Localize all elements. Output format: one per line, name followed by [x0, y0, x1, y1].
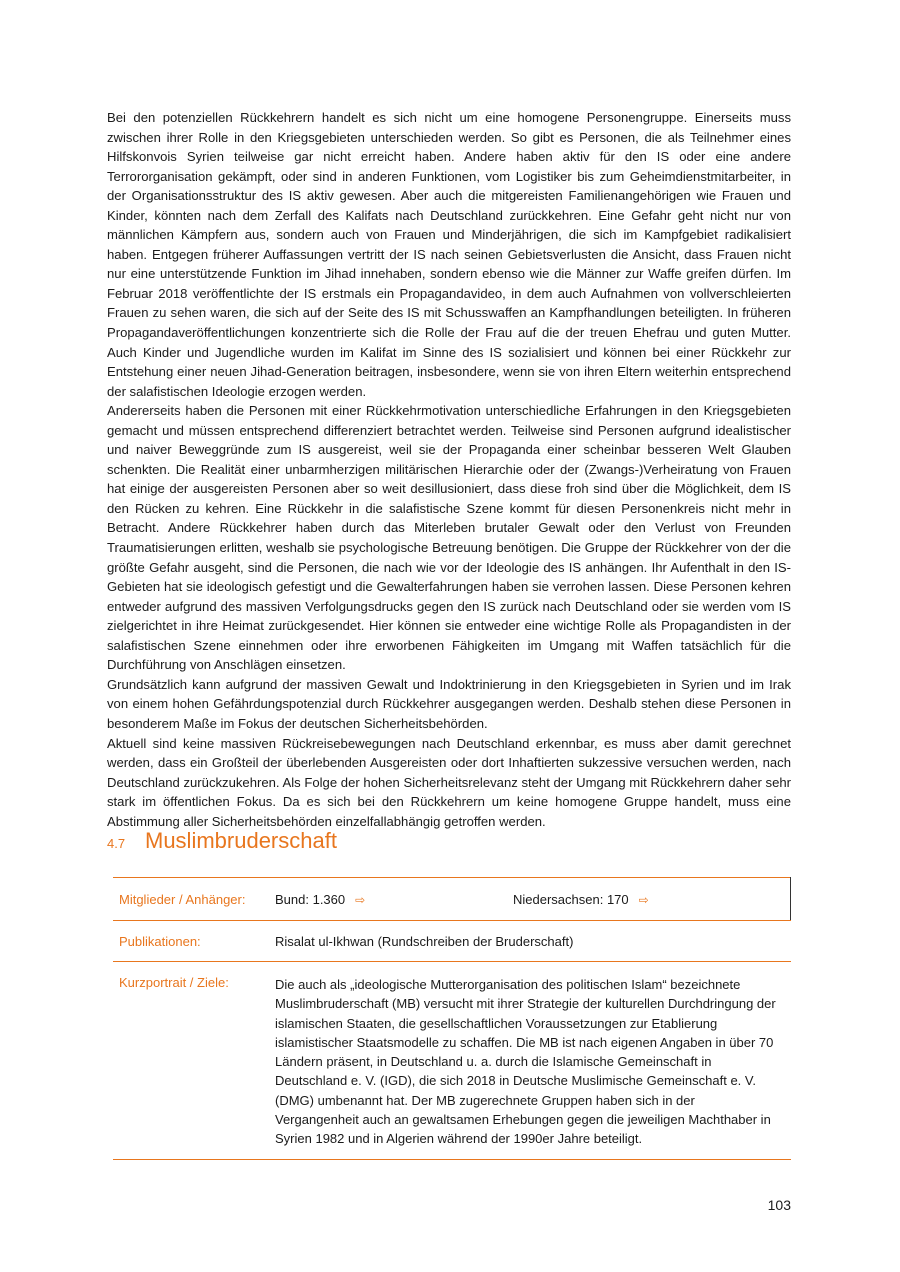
state-count: Niedersachsen: 170 [513, 891, 629, 907]
federal-count-cell [274, 878, 512, 921]
state-arrow-icon: ⇨ [638, 892, 649, 907]
members-row [113, 878, 791, 921]
info-table [113, 877, 791, 1160]
section-title: Muslimbruderschaft [145, 828, 337, 853]
state-count-cell [512, 878, 791, 921]
section-number: 4.7 [107, 836, 126, 851]
paragraph-returnee-experiences: Andererseits haben die Personen mit einer Rückkehrmotivation unterschiedliche Erfahrungen in den Kriegsgebieten gemacht und müssen entsprechend differenziert betrachtet werden. Teilweise sind Personen aufgrund idealistischer und naiver Beweggründe zum IS ausgereist, weil sie der Propaganda einer scheinbar besseren Welt Glauben schenkten. Die Realität einer unbarmherzigen militärischen Hierarchie oder der (Zwangs-)Verheiratung von Frauen hat einige der ausgereisten Personen aber so weit desillusioniert, dass diese froh sind über die Möglichkeit, dem IS den Rücken zu kehren. Eine Rückkehr in die salafistische Szene kommt für diesen Personenkreis nicht mehr in Betracht. Andere Rückkehrer haben durch das Miterleben brutaler Gewalt oder den Verlust von Freunden Traumatisierungen erlitten, weshalb sie psychologische Betreuung benötigen. Die Gruppe der Rückkehrer von der die größte Gefahr ausgeht, sind die Personen, die nach wie vor der Ideologie des IS anhängen. Ihr Aufenthalt in den IS-Gebieten hat sie ideologisch gefestigt und die Gewalterfahrungen haben sie verrohen lassen. Diese Personen kehren entweder aufgrund des massiven Verfolgungsdrucks gegen den IS zurück nach Deutschland oder sie werden vom IS zielgerichtet in ihre Heimat zurückgesendet. Hier können sie entweder eine wichtige Rolle als Propagandisten in der salafistischen Szene einnehmen oder ihre erworbenen Fähigkeiten im Umgang mit Waffen tatsächlich für die Durchführung von Anschlägen einsetzen. [107, 403, 791, 673]
paragraph-current-situation: Aktuell sind keine massiven Rückreisebewegungen nach Deutschland erkennbar, es muss aber damit gerechnet werden, dass ein Großteil der überlebenden Ausgereisten oder dort Inhaftierten sukzessive versuchen werden, nach Deutschland zurückzukehren. Als Folge der hohen Sicherheitsrelevanz steht der Umgang mit Rückkehrern daher sehr stark im öffentlichen Fokus. Da es sich bei den Rückkehrern um keine homogene Gruppe handelt, muss eine Abstimmung aller Sicherheitsbehörden einzelfallabhängig getroffen werden. [107, 735, 791, 829]
paragraph-threat-potential: Grundsätzlich kann aufgrund der massiven Gewalt und Indoktrinierung in den Kriegsgebieten in Syrien und im Irak von einem hohen Gefährdungspotenzial durch Rückkehrer ausgegangen werden. Deshalb stehen diese Personen in besonderem Maße im Fokus der deutschen Sicherheitsbehörden. [107, 676, 791, 731]
body-text [107, 108, 791, 831]
publications-label: Publikationen: [113, 921, 274, 962]
portrait-value: Die auch als „ideologische Mutterorganisation des politischen Islam“ bezeichnete Muslimbruderschaft (MB) versucht mit ihrer Strategie der kulturellen Durchdringung der islamischen Staaten, die gesellschaftlichen Voraussetzungen zur Etablierung islamistischer Staatsmodelle zu schaffen. Die MB ist nach eigenen Angaben in über 70 Ländern präsent, in Deutschland u. a. durch die Islamische Gemeinschaft in Deutschland e. V. (IGD), die sich 2018 in Deutsche Muslimische Gemeinschaft e. V. (DMG) umbenannt hat. Der MB zugerechnete Gruppen haben sich in der Vergangenheit auch an gewaltsamen Erhebungen gegen die jeweiligen Machthaber in Syrien 1982 und in Algerien während der 1990er Jahre beteiligt. [274, 962, 791, 1160]
portrait-label: Kurzportrait / Ziele: [113, 962, 274, 1160]
publications-row [113, 921, 791, 962]
federal-arrow-icon: ⇨ [355, 892, 366, 907]
portrait-row [113, 962, 791, 1160]
federal-count: Bund: 1.360 [275, 891, 346, 907]
paragraph-returnee-groups: Bei den potenziellen Rückkehrern handelt es sich nicht um eine homogene Personengruppe. Einerseits muss zwischen ihrer Rolle in den Kriegsgebieten unterschieden werden. So gibt es Personen, die als Teilnehmer eines Hilfskonvois Syrien teilweise gar nicht erreicht haben. Andere haben aktiv für den IS oder eine andere Terrororganisation gekämpft, oder sind in anderen Funktionen, vom Logistiker bis zum Geheimdienstmitarbeiter, in der Organisationsstruktur des IS aktiv gewesen. Aber auch die mitgereisten Familienangehörigen wie Frauen und Kinder, könnten nach dem Zerfall des Kalifats nach Deutschland zurückkehren. Eine Gefahr geht nicht nur von männlichen Kämpfern aus, sondern auch von Frauen und Minderjährigen, die sich im Kampfgebiet radikalisiert haben. Entgegen früherer Auffassungen vertritt der IS nach seinen Gebietsverlusten die Ansicht, dass Frauen nicht nur eine unterstützende Funktion im Jihad innehaben, sondern ebenso wie die Männer zur Waffe greifen dürfen. Im Februar 2018 veröffentlichte der IS erstmals ein Propagandavideo, in dem auch Aufnahmen von vollverschleierten Frauen zu sehen waren, die sich auf der Seite des IS mit Schusswaffen an Kampfhandlungen beteiligten. In früheren Propagandaveröffentlichungen konzentrierte sich die Rolle der Frau auf die der treuen Ehefrau und guten Mutter. Auch Kinder und Jugendliche wurden im Kalifat im Sinne des IS sozialisiert und können bei einer Rückkehr zur Entstehung einer neuen Jihad-Generation beitragen, insbesondere, wenn sie von ihren Eltern weiterhin entsprechend der salafistischen Ideologie erzogen werden. [107, 110, 791, 399]
publications-value: Risalat ul-Ikhwan (Rundschreiben der Bruderschaft) [274, 921, 791, 962]
page-number: 103 [767, 1197, 791, 1213]
section-heading [107, 828, 791, 854]
members-label: Mitglieder / Anhänger: [113, 878, 274, 921]
